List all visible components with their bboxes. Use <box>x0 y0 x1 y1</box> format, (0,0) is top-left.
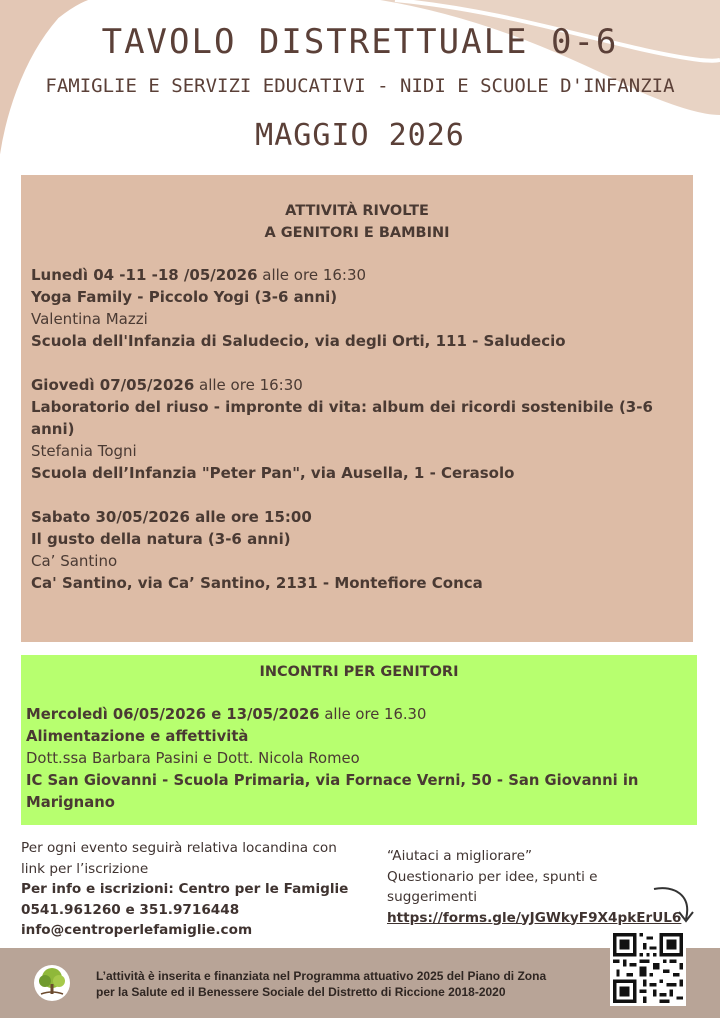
event-time: alle ore 16:30 <box>257 266 367 284</box>
footer-info <box>21 838 361 941</box>
funding-note-line2: per la Salute ed il Benessere Sociale del Distretto di Riccione 2018-2020 <box>96 985 506 999</box>
event-location: Scuola dell’Infanzia "Peter Pan", via Ausella, 1 - Cerasolo <box>31 464 515 482</box>
footer-note-line1: Per ogni evento seguirà relativa locandina con <box>21 840 337 856</box>
survey-info <box>387 846 682 928</box>
event-location: Ca' Santino, via Ca’ Santino, 2131 - Montefiore Conca <box>31 574 483 592</box>
footer-note-line2: link per l’iscrizione <box>21 860 149 877</box>
event-date: Sabato 30/05/2026 alle ore 15:00 <box>31 508 312 526</box>
event-leader: Dott.ssa Barbara Pasini e Dott. Nicola Romeo <box>26 750 360 767</box>
survey-line1: Questionario per idee, spunti e <box>387 868 598 885</box>
activities-heading-line1: ATTIVITÀ RIVOLTE <box>285 203 429 219</box>
footer-info-label: Per info e iscrizioni: Centro per le Famiglie <box>21 881 349 897</box>
event-leader: Ca’ Santino <box>31 552 118 570</box>
funding-note-line1: L’attività è inserita e finanziata nel Programma attuativo 2025 del Piano di Zona <box>96 969 547 983</box>
parents-list <box>26 704 697 836</box>
parents-heading: INCONTRI PER GENITORI <box>259 664 459 680</box>
event-title: Alimentazione e affettività <box>26 728 249 745</box>
event-date: Lunedì 04 -11 -18 /05/2026 <box>31 266 258 284</box>
event-title: Laboratorio del riuso - impronte di vita: album dei ricordi sostenibile (3-6 anni) <box>31 398 653 438</box>
parents-panel <box>21 655 697 825</box>
event-title: Yoga Family - Piccolo Yogi (3-6 anni) <box>31 288 338 306</box>
activities-heading-line2: A GENITORI E BAMBINI <box>264 225 450 241</box>
event-item <box>26 704 697 814</box>
event-item <box>31 506 687 594</box>
event-time: alle ore 16:30 <box>194 376 303 394</box>
event-item <box>31 264 687 352</box>
tree-logo-icon <box>33 964 71 1002</box>
survey-link[interactable]: https://forms.gle/yJGWkyF9X4pkErUL6 <box>387 909 682 926</box>
month-heading: MAGGIO 2026 <box>255 118 465 153</box>
event-leader: Valentina Mazzi <box>31 310 148 328</box>
event-date: Mercoledì 06/05/2026 e 13/05/2026 <box>26 706 320 723</box>
survey-quote: “Aiutaci a migliorare” <box>387 848 532 864</box>
activities-heading <box>21 200 693 244</box>
qr-code-icon[interactable] <box>610 930 686 1006</box>
footer-email[interactable]: info@centroperlefamiglie.com <box>21 922 253 938</box>
event-location: Scuola dell'Infanzia di Saludecio, via degli Orti, 111 - Saludecio <box>31 332 566 350</box>
survey-line2: suggerimenti <box>387 889 478 905</box>
event-location: IC San Giovanni - Scuola Primaria, via Fornace Verni, 50 - San Giovanni in Marignano <box>26 772 639 811</box>
qr-code-graphic <box>613 933 683 1003</box>
activities-list <box>31 264 687 616</box>
funding-note <box>96 968 566 1000</box>
event-time: alle ore 16.30 <box>319 706 427 723</box>
event-leader: Stefania Togni <box>31 442 137 460</box>
curved-arrow-icon <box>652 885 698 927</box>
page-subtitle: FAMIGLIE E SERVIZI EDUCATIVI - NIDI E SCUOLE D'INFANZIA <box>45 75 675 97</box>
event-item <box>31 374 687 484</box>
footer-phones: 0541.961260 e 351.9716448 <box>21 901 240 918</box>
event-title: Il gusto della natura (3-6 anni) <box>31 530 291 548</box>
event-date: Giovedì 07/05/2026 <box>31 376 195 394</box>
activities-panel <box>21 175 693 642</box>
page-title: TAVOLO DISTRETTUALE 0-6 <box>101 22 619 62</box>
